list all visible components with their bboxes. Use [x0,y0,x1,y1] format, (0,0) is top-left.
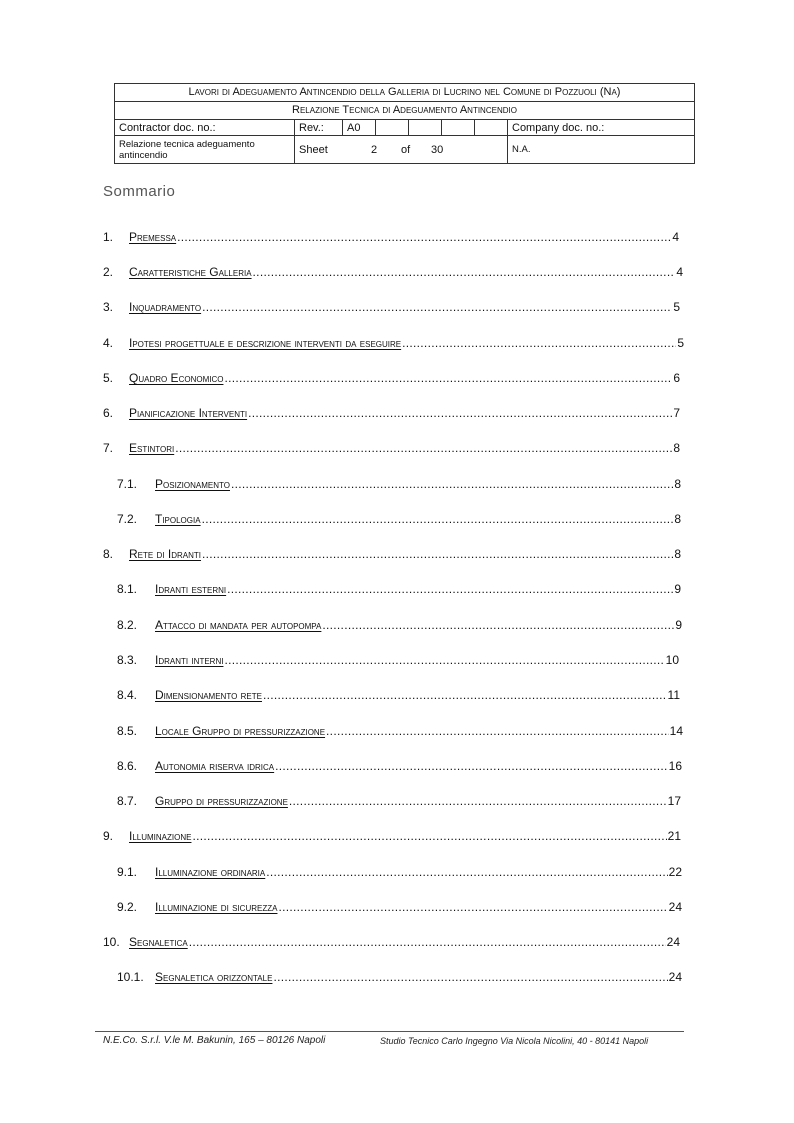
toc-leader-dots [322,618,674,632]
toc-leader-dots [177,230,671,244]
toc-entry-title: Illuminazione [129,829,192,843]
toc-entry-number: 8.5. [117,724,138,738]
toc-entry-page: 24 [668,970,682,984]
rev-cell-empty [475,120,508,136]
toc-entry-number: 10. [103,935,120,949]
toc-entry[interactable] [103,230,679,244]
toc-entry-number: 9.1. [117,865,138,879]
toc-entry-number: 8.2. [117,618,138,632]
toc-entry[interactable] [117,582,681,596]
toc-entry[interactable] [117,900,682,914]
toc-entry-title: Inquadramento [129,300,202,314]
toc-entry-page: 21 [667,829,681,843]
toc-entry[interactable] [117,724,683,738]
toc-entry-number: 1. [103,230,114,244]
rev-cell-empty [376,120,409,136]
toc-entry-number: 3. [103,300,114,314]
toc-entry-title: Segnaletica [129,935,188,949]
toc-entry-page: 24 [668,900,682,914]
toc-entry-page: 11 [667,688,680,702]
toc-leader-dots [189,935,666,949]
toc-entry-number: 8.1. [117,582,138,596]
rev-label: Rev.: [295,120,343,136]
toc-entry-number: 4. [103,336,114,350]
toc-leader-dots [273,970,667,984]
toc-entry[interactable] [103,935,680,949]
toc-leader-dots [202,547,673,561]
toc-entry[interactable] [103,265,683,279]
toc-entry-number: 7. [103,441,114,455]
toc-entry-title: Locale Gruppo di pressurizzazione [155,724,326,738]
rev-cell-empty [409,120,442,136]
toc-leader-dots [275,759,668,773]
toc-entry[interactable] [103,336,684,350]
toc-entry-title: Ipotesi progettuale e descrizione interventi da eseguire [129,336,402,350]
toc-entry[interactable] [103,371,680,385]
toc-entry-title: Quadro Economico [129,371,224,385]
toc-entry-title: Rete di Idranti [129,547,202,561]
toc-entry-number: 7.1. [117,477,138,491]
toc-entry-page: 8 [673,441,680,455]
rev-cell-empty [442,120,475,136]
toc-entry-title: Premessa [129,230,177,244]
footer-divider [95,1031,684,1032]
toc-leader-dots [402,336,676,350]
toc-entry-page: 24 [666,935,680,949]
toc-leader-dots [175,441,672,455]
sheet-info [295,136,508,163]
toc-entry-page: 8 [674,512,681,526]
toc-entry-title: Idranti esterni [155,582,227,596]
toc-leader-dots [227,582,673,596]
toc-entry[interactable] [117,794,681,808]
toc-entry-page: 5 [677,336,684,350]
toc-entry-title: Illuminazione di sicurezza [155,900,278,914]
toc-leader-dots [263,688,667,702]
toc-entry-page: 6 [673,371,680,385]
toc-entry[interactable] [117,970,682,984]
toc-entry[interactable] [103,829,681,843]
toc-leader-dots [289,794,667,808]
contractor-label: Contractor doc. no.: [115,120,295,136]
toc-entry-number: 8.6. [117,759,138,773]
toc-entry[interactable] [117,688,680,702]
toc-entry-number: 8.4. [117,688,138,702]
document-header-table [114,83,695,164]
toc-entry-title: Idranti interni [155,653,224,667]
toc-entry-title: Posizionamento [155,477,230,491]
toc-entry-page: 17 [667,794,681,808]
toc-entry-number: 5. [103,371,114,385]
toc-leader-dots [266,865,667,879]
toc-entry[interactable] [103,406,680,420]
toc-leader-dots [224,653,664,667]
toc-entry-page: 9 [675,618,682,632]
toc-entry-page: 4 [676,265,683,279]
toc-leader-dots [278,900,667,914]
toc-entry-number: 8. [103,547,114,561]
project-title: Lavori di Adeguamento Antincendio della Galleria di Lucrino nel Comune di Pozzuoli (Na) [115,84,694,102]
toc-entry-number: 8.7. [117,794,138,808]
toc-entry-title: Illuminazione ordinaria [155,865,266,879]
toc-entry-page: 9 [674,582,681,596]
toc-entry-title: Attacco di mandata per autopompa [155,618,322,632]
toc-entry-number: 9.2. [117,900,138,914]
toc-entry-page: 8 [674,547,681,561]
document-title: Relazione Tecnica di Adeguamento Antincendio [115,102,694,120]
toc-leader-dots [326,724,669,738]
toc-entry[interactable] [103,300,680,314]
toc-entry-page: 7 [673,406,680,420]
toc-entry-title: Gruppo di pressurizzazione [155,794,288,808]
company-label: Company doc. no.: [508,120,694,136]
toc-entry-number: 6. [103,406,114,420]
toc-entry[interactable] [117,512,681,526]
toc-entry-number: 7.2. [117,512,138,526]
toc-leader-dots [231,477,673,491]
toc-leader-dots [253,265,676,279]
rev-value: A0 [343,120,376,136]
toc-entry[interactable] [117,865,682,879]
toc-entry-title: Tipologia [155,512,201,526]
toc-entry-page: 5 [673,300,680,314]
company-value: N.A. [512,144,531,155]
toc-entry-title: Caratteristiche Galleria [129,265,252,279]
toc-leader-dots [248,406,672,420]
toc-entry-number: 8.3. [117,653,138,667]
toc-entry-title: Segnaletica orizzontale [155,970,273,984]
toc-entry[interactable] [103,441,680,455]
toc-entry-page: 8 [674,477,681,491]
toc-leader-dots [192,829,666,843]
contractor-value: Relazione tecnica adeguamento antincendio [115,136,295,163]
toc-entry-title: Estintori [129,441,175,455]
sheet-number: 2 [371,143,378,156]
footer-right: Studio Tecnico Carlo Ingegno Via Nicola Nicolini, 40 - 80141 Napoli [380,1036,649,1046]
toc-entry-page: 22 [668,865,682,879]
toc-entry-title: Autonomia riserva idrica [155,759,275,773]
toc-entry-page: 16 [668,759,682,773]
toc-entry-page: 4 [672,230,679,244]
toc-entry[interactable] [117,653,679,667]
toc-leader-dots [202,512,674,526]
toc-entry-number: 2. [103,265,114,279]
toc-entry[interactable] [103,547,681,561]
toc-entry-title: Dimensionamento rete [155,688,262,702]
toc-leader-dots [224,371,672,385]
toc-entry[interactable] [117,759,682,773]
toc-heading: Sommario [103,183,176,200]
toc-entry-page: 14 [669,724,683,738]
toc-entry-page: 10 [665,653,679,667]
toc-entry[interactable] [117,477,681,491]
sheet-label: Sheet [299,143,328,156]
toc-leader-dots [202,300,672,314]
footer-left: N.E.Co. S.r.l. V.le M. Bakunin, 165 – 80126 Napoli [103,1035,326,1046]
toc-entry-number: 9. [103,829,114,843]
toc-entry[interactable] [117,618,682,632]
toc-entry-title: Pianificazione Interventi [129,406,248,420]
toc-entry-number: 10.1. [117,970,144,984]
sheet-of: of [401,143,411,156]
sheet-total: 30 [431,143,444,156]
